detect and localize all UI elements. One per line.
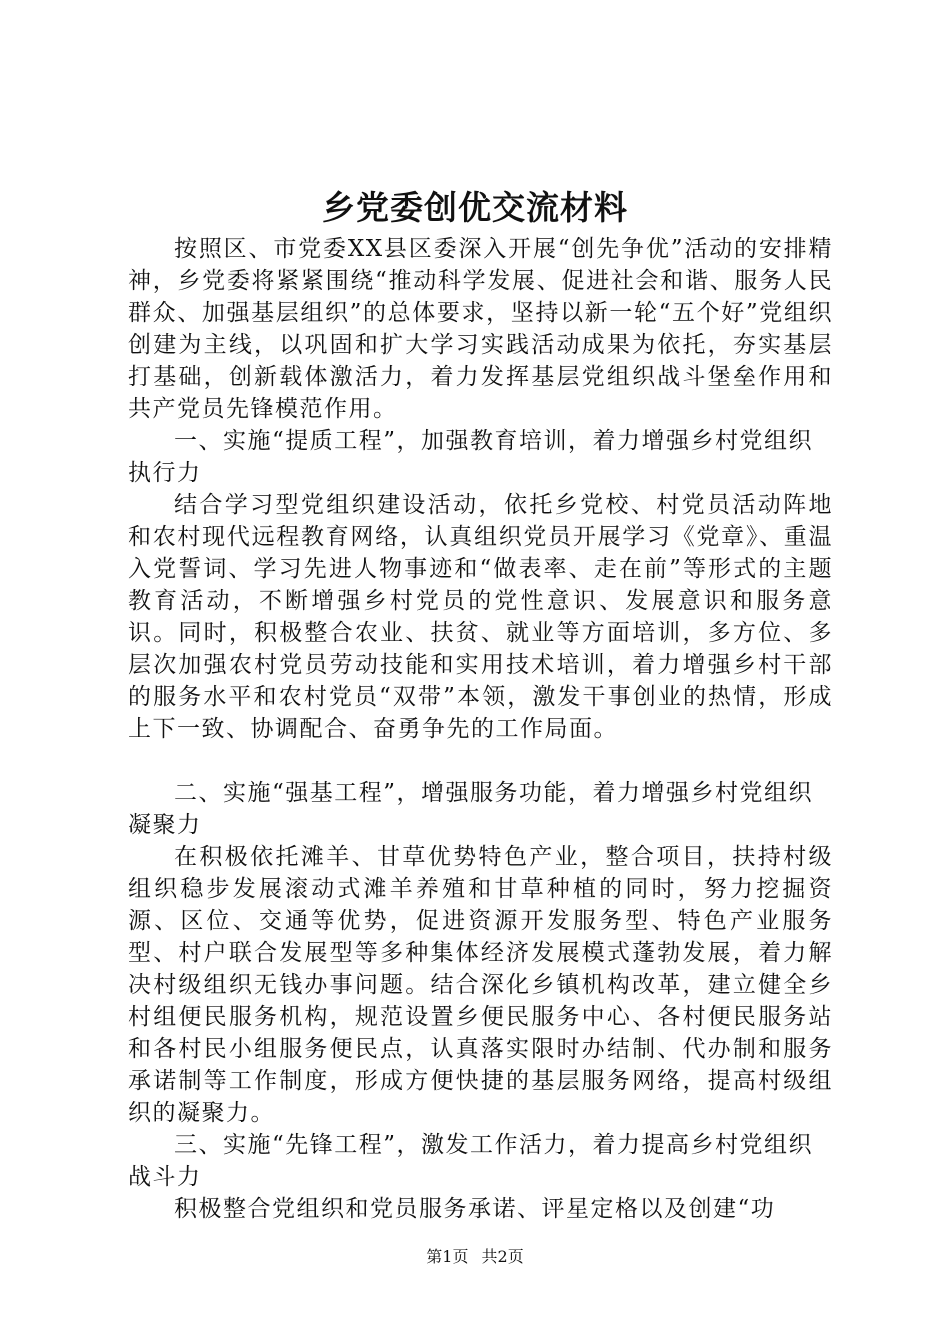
section-heading-1: 一、实施“提质工程”，加强教育培训，着力增强乡村党组织执行力 (128, 428, 814, 486)
page-total: 共2页 (481, 1247, 524, 1266)
section-heading-2: 二、实施“强基工程”，增强服务功能，着力增强乡村党组织凝聚力 (128, 780, 814, 838)
document-body (128, 233, 833, 1225)
section-heading-3: 三、实施“先锋工程”，激发工作活力，着力提高乡村党组织战斗力 (128, 1132, 814, 1190)
paragraph-section-2: 在积极依托滩羊、甘草优势特色产业，整合项目，扶持村级组织稳步发展滚动式滩羊养殖和甘草种植的同时，努力挖掘资源、区位、交通等优势，促进资源开发服务型、特色产业服务型、村户联合发展型等多种集体经济发展模式蓬勃发展，着力解决村级组织无钱办事问题。结合深化乡镇机构改革，建立健全乡村组便民服务机构，规范设置乡便民服务中心、各村便民服务站和各村民小组服务便民点，认真落实限时办结制、代办制和服务承诺制等工作制度，形成方便快捷的基层服务网络，提高村级组织的凝聚力。 (128, 844, 833, 1126)
paragraph-intro: 按照区、市党委XX县区委深入开展“创先争优”活动的安排精神，乡党委将紧紧围绕“推动科学发展、促进社会和谐、服务人民群众、加强基层组织”的总体要求，坚持以新一轮“五个好”党组织创建为主线，以巩固和扩大学习实践活动成果为依托，夯实基层打基础，创新载体激活力，着力发挥基层党组织战斗堡垒作用和共产党员先锋模范作用。 (128, 236, 833, 422)
paragraph-section-1: 结合学习型党组织建设活动，依托乡党校、村党员活动阵地和农村现代远程教育网络，认真组织党员开展学习《党章》、重温入党誓词、学习先进人物事迹和“做表率、走在前”等形式的主题教育活动，不断增强乡村党员的党性意识、发展意识和服务意识。同时，积极整合农业、扶贫、就业等方面培训，多方位、多层次加强农村党员劳动技能和实用技术培训，着力增强乡村干部的服务水平和农村党员“双带”本领，激发干事创业的热情，形成上下一致、协调配合、奋勇争先的工作局面。 (128, 492, 833, 742)
document-title: 乡党委创优交流材料 (322, 188, 628, 227)
paragraph-section-3: 积极整合党组织和党员服务承诺、评星定格以及创建“功 (174, 1196, 776, 1222)
page-footer (0, 1246, 950, 1268)
page-number: 第1页 (426, 1247, 469, 1266)
